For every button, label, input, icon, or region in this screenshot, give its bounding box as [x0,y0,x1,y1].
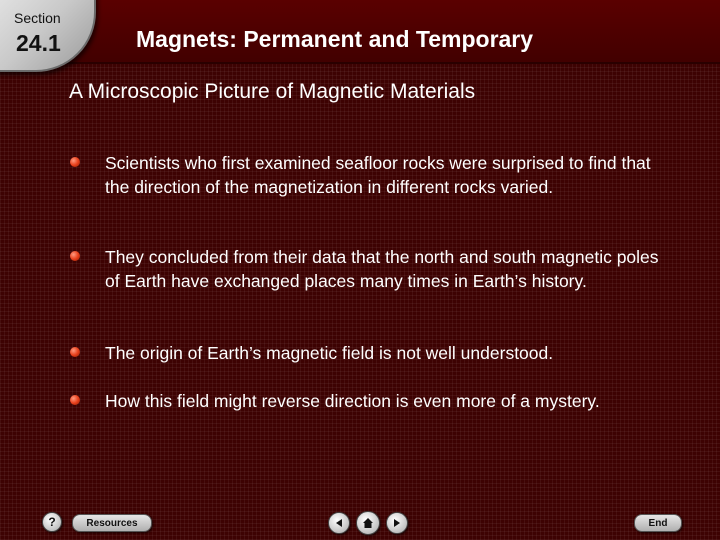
section-number: 24.1 [16,30,61,56]
bullet-text: Scientists who first examined seafloor rocks were surprised to find that the direction of the magnetization in different rocks varied. [105,153,651,197]
bullet-text: The origin of Earth’s magnetic field is not well understood. [105,343,554,363]
home-button[interactable] [356,511,380,535]
help-icon: ? [48,515,56,529]
bullet-text: How this field might reverse direction is even more of a mystery. [105,391,600,411]
slide-subtitle: A Microscopic Picture of Magnetic Materials [69,80,476,103]
forward-arrow-icon [392,518,402,528]
help-button[interactable] [42,512,62,532]
section-label: Section [14,10,61,26]
bullet-text: They concluded from their data that the north and south magnetic poles of Earth have exchanged places many times in Earth’s history. [105,247,659,291]
bullet-icon [70,347,80,357]
back-button[interactable] [328,512,350,534]
bullet-item [70,341,670,365]
end-button[interactable]: End [634,514,682,532]
slide-title: Magnets: Permanent and Temporary [136,26,534,52]
back-arrow-icon [334,518,344,528]
bullet-item [70,245,670,293]
forward-button[interactable] [386,512,408,534]
bullet-icon [70,395,80,405]
resources-button[interactable]: Resources [72,514,152,532]
home-icon [362,517,374,529]
footer-nav [0,506,720,540]
bullet-icon [70,251,80,261]
bullet-item [70,389,670,413]
bullet-icon [70,157,80,167]
bullet-item [70,151,670,199]
